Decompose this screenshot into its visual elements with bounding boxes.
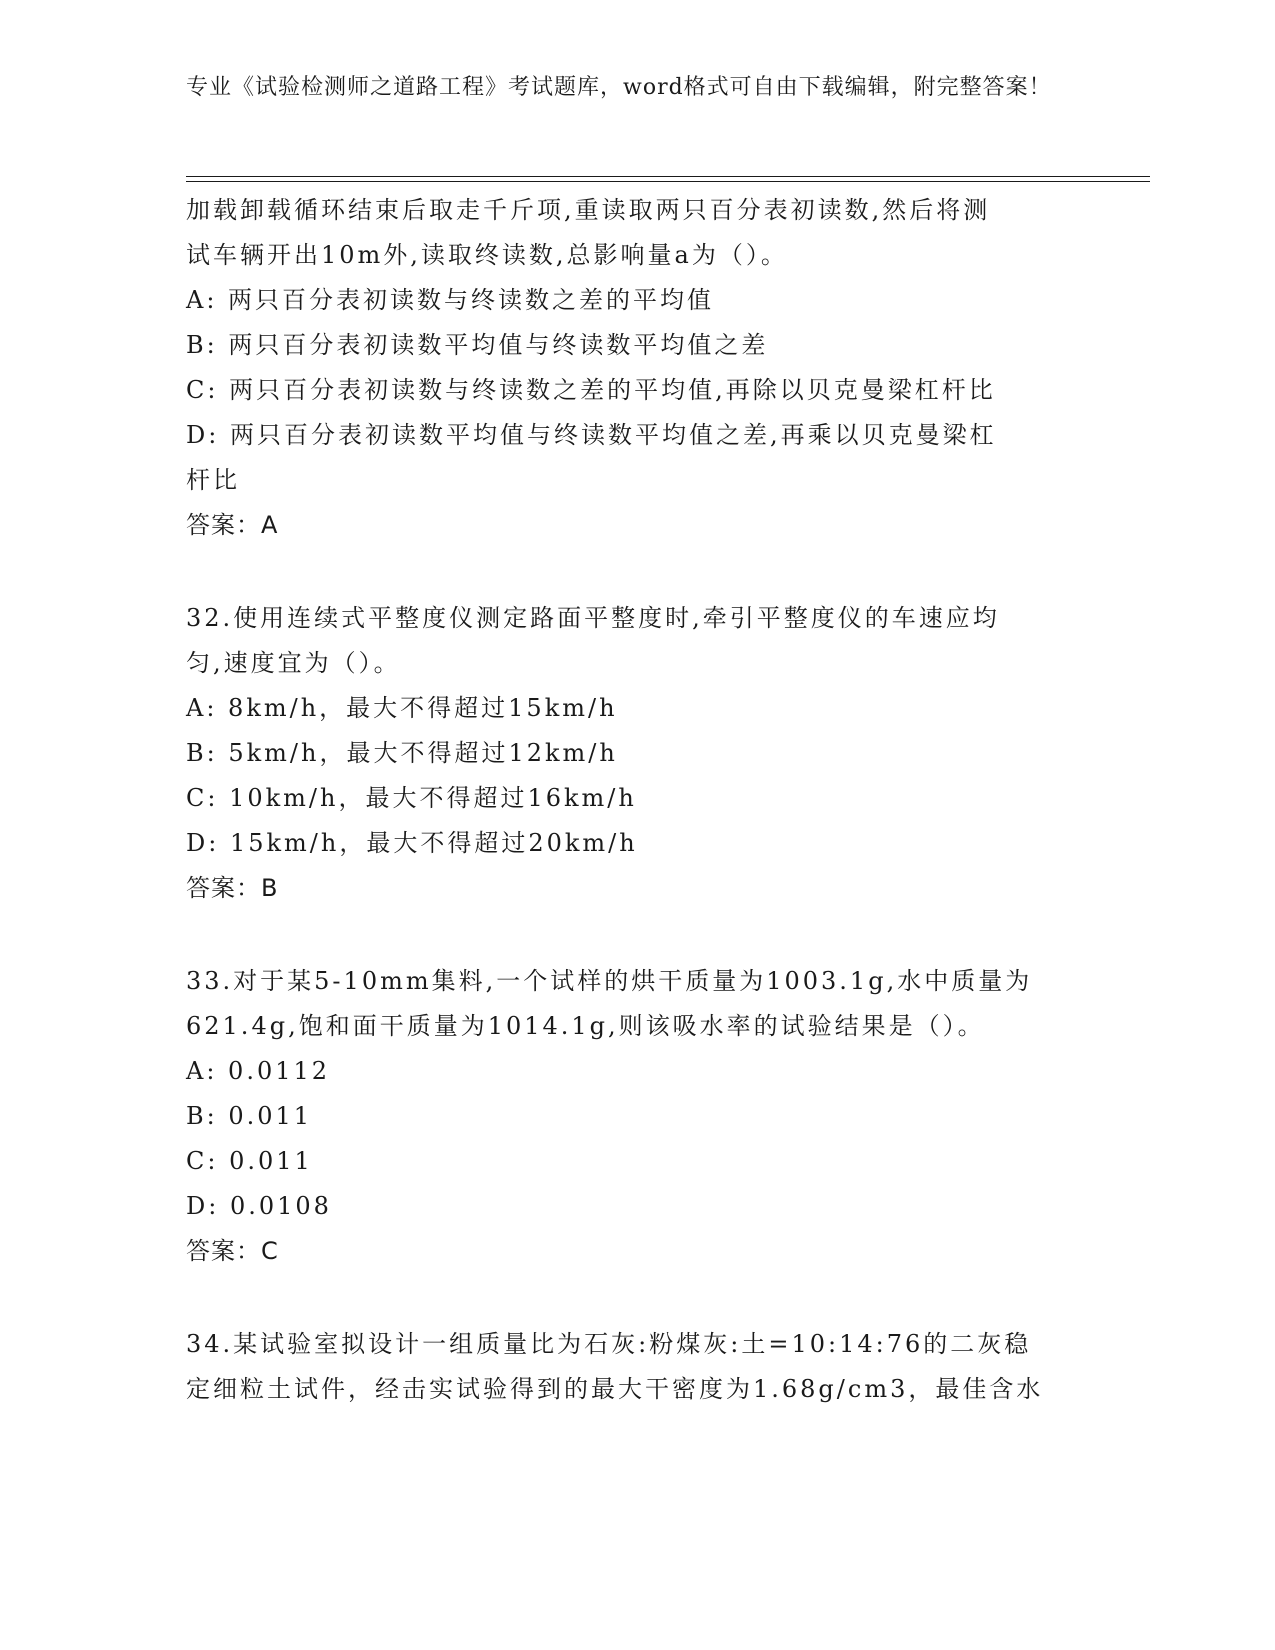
question-34 xyxy=(186,1322,1086,1412)
answer-label: 答案：B xyxy=(186,874,279,902)
spacer xyxy=(186,911,1086,959)
question-33 xyxy=(186,959,1086,1274)
option-a: A: 0.0112 xyxy=(186,1057,331,1085)
option-c: C: 10km/h，最大不得超过16km/h xyxy=(186,784,637,812)
option-d: D: 两只百分表初读数平均值与终读数平均值之差,再乘以贝克曼梁杠 xyxy=(186,421,997,449)
option-b: B: 0.011 xyxy=(186,1102,313,1130)
question-stem-line: 匀,速度宜为（）。 xyxy=(186,649,401,677)
question-stem-line: 加载卸载循环结束后取走千斤项,重读取两只百分表初读数,然后将测 xyxy=(186,196,991,224)
option-c: C: 0.011 xyxy=(186,1147,313,1175)
header-rule-top xyxy=(186,176,1150,177)
question-stem-line: 试车辆开出10m外,读取终读数,总影响量a为（）。 xyxy=(186,241,788,269)
question-stem-line: 621.4g,饱和面干质量为1014.1g,则该吸水率的试验结果是（）。 xyxy=(186,1012,985,1040)
option-c: C: 两只百分表初读数与终读数之差的平均值,再除以贝克曼梁杠杆比 xyxy=(186,376,996,404)
answer-label: 答案：A xyxy=(186,511,279,539)
option-d: D: 15km/h，最大不得超过20km/h xyxy=(186,829,638,857)
option-b: B: 两只百分表初读数平均值与终读数平均值之差 xyxy=(186,331,769,359)
question-stem-line: 定细粒土试件，经击实试验得到的最大干密度为1.68g/cm3，最佳含水 xyxy=(186,1375,1044,1403)
question-stem-line: 32.使用连续式平整度仪测定路面平整度时,牵引平整度仪的车速应均 xyxy=(186,604,1000,632)
option-d: D: 0.0108 xyxy=(186,1192,332,1220)
question-31 xyxy=(186,188,1086,548)
option-a: A: 8km/h，最大不得超过15km/h xyxy=(186,694,618,722)
header-rule-bottom xyxy=(186,181,1150,182)
question-stem-line: 33.对于某5-10mm集料,一个试样的烘干质量为1003.1g,水中质量为 xyxy=(186,967,1033,995)
question-32 xyxy=(186,596,1086,911)
option-b: B: 5km/h，最大不得超过12km/h xyxy=(186,739,618,767)
spacer xyxy=(186,1274,1086,1322)
option-a: A: 两只百分表初读数与终读数之差的平均值 xyxy=(186,286,715,314)
spacer xyxy=(186,548,1086,596)
page-header: 专业《试验检测师之道路工程》考试题库，word格式可自由下载编辑，附完整答案！ xyxy=(186,75,1052,100)
option-d-continued: 杆比 xyxy=(186,466,240,494)
answer-label: 答案：C xyxy=(186,1237,279,1265)
question-stem-line: 34.某试验室拟设计一组质量比为石灰:粉煤灰:土=10:14:76的二灰稳 xyxy=(186,1330,1032,1358)
question-list xyxy=(186,188,1086,1412)
